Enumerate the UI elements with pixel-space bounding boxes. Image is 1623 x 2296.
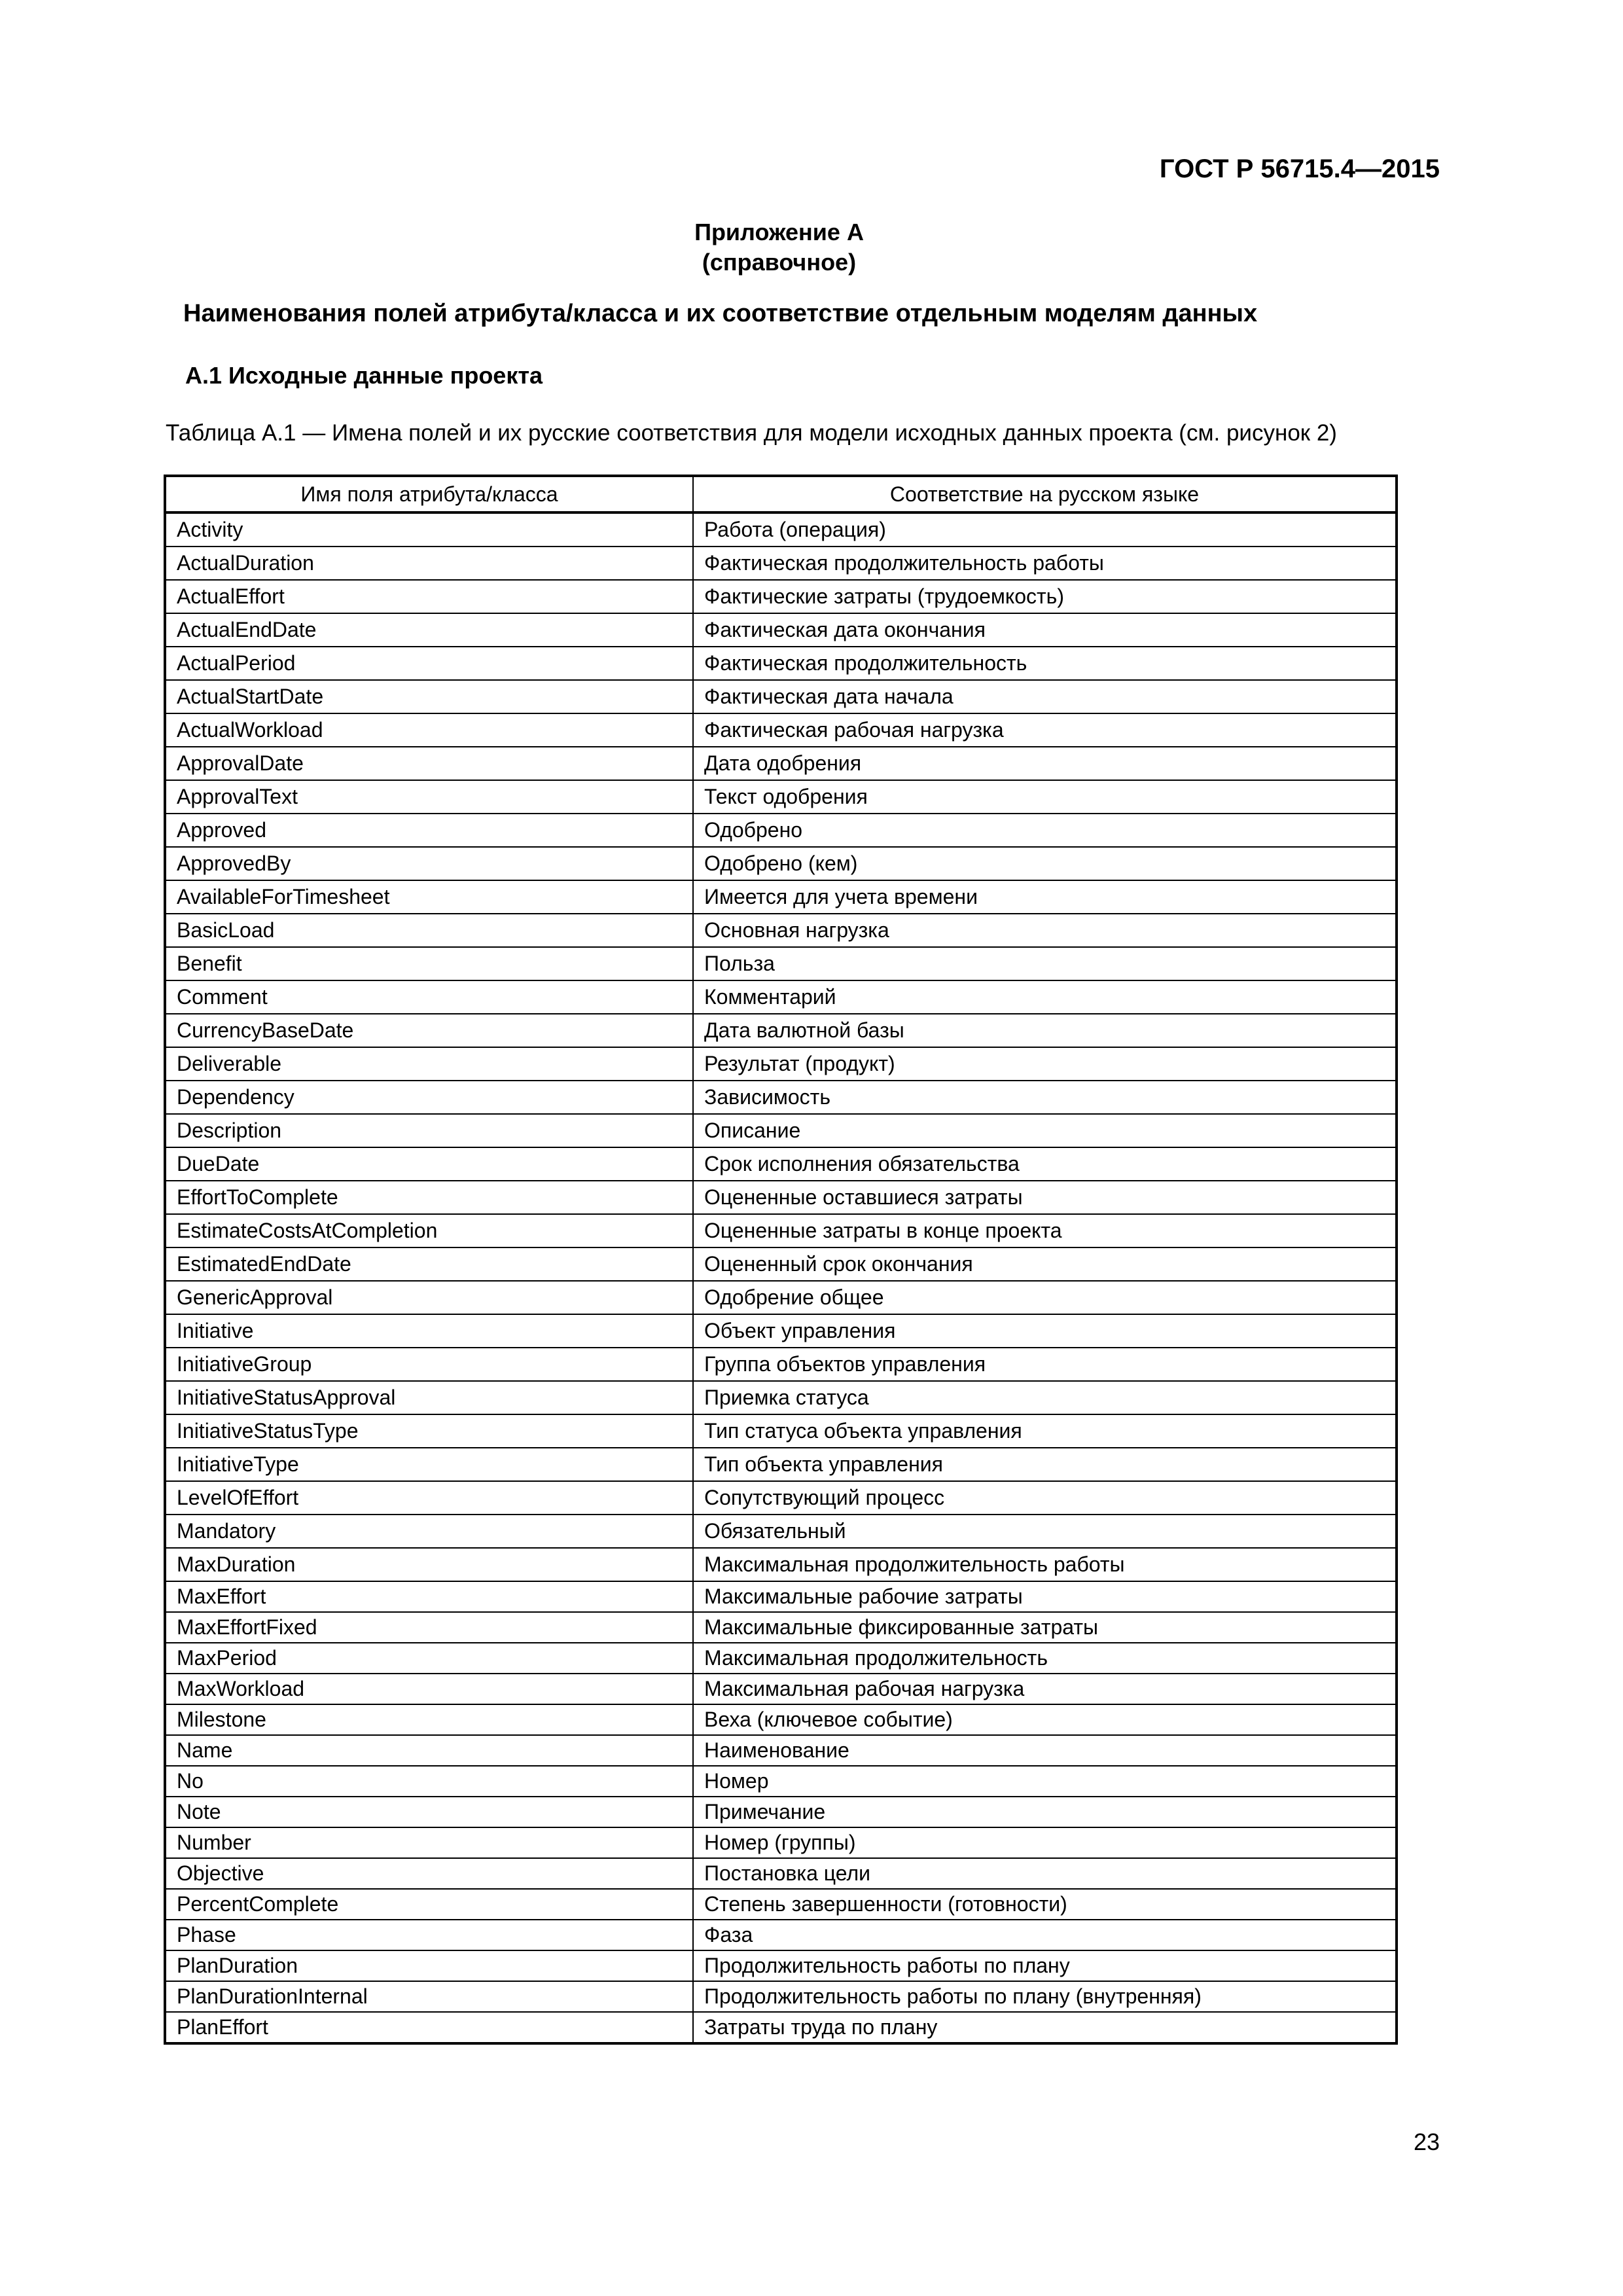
field-name-cell: PercentComplete xyxy=(165,1889,693,1920)
table-row xyxy=(165,1889,1397,1920)
field-name-cell: BasicLoad xyxy=(165,914,693,947)
field-name-cell: ActualDuration xyxy=(165,547,693,580)
field-name-cell: PlanDuration xyxy=(165,1950,693,1981)
table-row xyxy=(165,713,1397,747)
russian-equivalent-cell: Основная нагрузка xyxy=(693,914,1397,947)
table-row xyxy=(165,947,1397,980)
field-name-cell: Mandatory xyxy=(165,1515,693,1548)
field-name-cell: Milestone xyxy=(165,1704,693,1735)
russian-equivalent-cell: Срок исполнения обязательства xyxy=(693,1147,1397,1181)
field-name-cell: CurrencyBaseDate xyxy=(165,1014,693,1047)
field-name-cell: LevelOfEffort xyxy=(165,1481,693,1515)
section-title: А.1 Исходные данные проекта xyxy=(185,362,543,389)
field-name-cell: Benefit xyxy=(165,947,693,980)
field-name-cell: PlanEffort xyxy=(165,2012,693,2043)
russian-equivalent-cell: Тип объекта управления xyxy=(693,1448,1397,1481)
field-name-cell: InitiativeStatusApproval xyxy=(165,1381,693,1414)
field-name-cell: ActualEndDate xyxy=(165,613,693,647)
russian-equivalent-cell: Приемка статуса xyxy=(693,1381,1397,1414)
field-name-cell: AvailableForTimesheet xyxy=(165,880,693,914)
column-header-field-name: Имя поля атрибута/класса xyxy=(165,476,693,512)
field-name-cell: Note xyxy=(165,1797,693,1827)
table-row xyxy=(165,1147,1397,1181)
russian-equivalent-cell: Оцененный срок окончания xyxy=(693,1247,1397,1281)
russian-equivalent-cell: Оцененные оставшиеся затраты xyxy=(693,1181,1397,1214)
russian-equivalent-cell: Работа (операция) xyxy=(693,512,1397,547)
russian-equivalent-cell: Фактическая продолжительность работы xyxy=(693,547,1397,580)
table-row xyxy=(165,1920,1397,1950)
russian-equivalent-cell: Польза xyxy=(693,947,1397,980)
russian-equivalent-cell: Постановка цели xyxy=(693,1858,1397,1889)
field-name-cell: ApprovalText xyxy=(165,780,693,814)
table-row xyxy=(165,814,1397,847)
table-row xyxy=(165,747,1397,780)
table-row xyxy=(165,1612,1397,1643)
russian-equivalent-cell: Максимальная продолжительность работы xyxy=(693,1548,1397,1581)
field-name-cell: ActualWorkload xyxy=(165,713,693,747)
field-name-cell: MaxPeriod xyxy=(165,1643,693,1674)
russian-equivalent-cell: Результат (продукт) xyxy=(693,1047,1397,1081)
russian-equivalent-cell: Номер xyxy=(693,1766,1397,1797)
table-row xyxy=(165,1858,1397,1889)
table-row xyxy=(165,1314,1397,1348)
field-name-cell: InitiativeGroup xyxy=(165,1348,693,1381)
field-name-cell: ActualEffort xyxy=(165,580,693,613)
table-row xyxy=(165,1047,1397,1081)
field-name-cell: MaxEffort xyxy=(165,1581,693,1612)
table-row xyxy=(165,1214,1397,1247)
russian-equivalent-cell: Фактическая дата окончания xyxy=(693,613,1397,647)
annex-status: (справочное) xyxy=(702,249,857,276)
table-body xyxy=(165,512,1397,2043)
russian-equivalent-cell: Степень завершенности (готовности) xyxy=(693,1889,1397,1920)
field-name-cell: MaxEffortFixed xyxy=(165,1612,693,1643)
russian-equivalent-cell: Зависимость xyxy=(693,1081,1397,1114)
table-row xyxy=(165,547,1397,580)
russian-equivalent-cell: Веха (ключевое событие) xyxy=(693,1704,1397,1735)
field-name-cell: Phase xyxy=(165,1920,693,1950)
russian-equivalent-cell: Фактическая дата начала xyxy=(693,680,1397,713)
table-row xyxy=(165,2012,1397,2043)
table-row xyxy=(165,1950,1397,1981)
russian-equivalent-cell: Наименование xyxy=(693,1735,1397,1766)
field-name-cell: Approved xyxy=(165,814,693,847)
russian-equivalent-cell: Дата валютной базы xyxy=(693,1014,1397,1047)
field-name-cell: Dependency xyxy=(165,1081,693,1114)
russian-equivalent-cell: Имеется для учета времени xyxy=(693,880,1397,914)
field-name-cell: Activity xyxy=(165,512,693,547)
russian-equivalent-cell: Одобрено (кем) xyxy=(693,847,1397,880)
table-row xyxy=(165,647,1397,680)
annex-title: Приложение А xyxy=(694,219,864,245)
field-name-cell: EstimatedEndDate xyxy=(165,1247,693,1281)
table-row xyxy=(165,1515,1397,1548)
russian-equivalent-cell: Продолжительность работы по плану xyxy=(693,1950,1397,1981)
page-number: 23 xyxy=(1413,2128,1440,2155)
table-row xyxy=(165,1481,1397,1515)
russian-equivalent-cell: Дата одобрения xyxy=(693,747,1397,780)
field-name-cell: Deliverable xyxy=(165,1047,693,1081)
field-name-cell: InitiativeStatusType xyxy=(165,1414,693,1448)
russian-equivalent-cell: Объект управления xyxy=(693,1314,1397,1348)
table-caption: Таблица А.1 — Имена полей и их русские соответствия для модели исходных данных проекта (см. рисунок 2) xyxy=(166,420,1337,446)
table-row xyxy=(165,1581,1397,1612)
table-row xyxy=(165,1414,1397,1448)
field-name-cell: EffortToComplete xyxy=(165,1181,693,1214)
russian-equivalent-cell: Затраты труда по плану xyxy=(693,2012,1397,2043)
field-name-cell: ApprovalDate xyxy=(165,747,693,780)
table-header-row xyxy=(165,476,1397,512)
field-name-cell: Initiative xyxy=(165,1314,693,1348)
field-name-cell: ApprovedBy xyxy=(165,847,693,880)
table-row xyxy=(165,1014,1397,1047)
field-name-cell: Comment xyxy=(165,980,693,1014)
russian-equivalent-cell: Примечание xyxy=(693,1797,1397,1827)
russian-equivalent-cell: Одобрение общее xyxy=(693,1281,1397,1314)
table-row xyxy=(165,680,1397,713)
russian-equivalent-cell: Одобрено xyxy=(693,814,1397,847)
russian-equivalent-cell: Максимальная рабочая нагрузка xyxy=(693,1674,1397,1704)
russian-equivalent-cell: Сопутствующий процесс xyxy=(693,1481,1397,1515)
russian-equivalent-cell: Номер (группы) xyxy=(693,1827,1397,1858)
field-name-cell: Objective xyxy=(165,1858,693,1889)
field-name-cell: EstimateCostsAtCompletion xyxy=(165,1214,693,1247)
table-row xyxy=(165,613,1397,647)
table-row xyxy=(165,1766,1397,1797)
russian-equivalent-cell: Фаза xyxy=(693,1920,1397,1950)
table-row xyxy=(165,1797,1397,1827)
field-mapping-table xyxy=(164,475,1398,2045)
table-row xyxy=(165,1448,1397,1481)
field-name-cell: MaxDuration xyxy=(165,1548,693,1581)
table-row xyxy=(165,847,1397,880)
table-row xyxy=(165,1827,1397,1858)
table-row xyxy=(165,1704,1397,1735)
russian-equivalent-cell: Максимальные рабочие затраты xyxy=(693,1581,1397,1612)
table-row xyxy=(165,880,1397,914)
russian-equivalent-cell: Описание xyxy=(693,1114,1397,1147)
table-row xyxy=(165,1674,1397,1704)
table-row xyxy=(165,1247,1397,1281)
table-row xyxy=(165,1735,1397,1766)
field-name-cell: Description xyxy=(165,1114,693,1147)
russian-equivalent-cell: Максимальные фиксированные затраты xyxy=(693,1612,1397,1643)
table-row xyxy=(165,1081,1397,1114)
russian-equivalent-cell: Группа объектов управления xyxy=(693,1348,1397,1381)
annex-title-block xyxy=(0,217,1558,278)
table-row xyxy=(165,1643,1397,1674)
russian-equivalent-cell: Комментарий xyxy=(693,980,1397,1014)
field-name-cell: InitiativeType xyxy=(165,1448,693,1481)
table-row xyxy=(165,580,1397,613)
table-row xyxy=(165,780,1397,814)
column-header-russian: Соответствие на русском языке xyxy=(693,476,1397,512)
russian-equivalent-cell: Фактические затраты (трудоемкость) xyxy=(693,580,1397,613)
standard-code: ГОСТ Р 56715.4—2015 xyxy=(1159,154,1440,183)
field-name-cell: ActualPeriod xyxy=(165,647,693,680)
field-name-cell: Name xyxy=(165,1735,693,1766)
table-row xyxy=(165,1981,1397,2012)
table-row xyxy=(165,1114,1397,1147)
field-name-cell: GenericApproval xyxy=(165,1281,693,1314)
russian-equivalent-cell: Фактическая продолжительность xyxy=(693,647,1397,680)
table-row xyxy=(165,512,1397,547)
table-row xyxy=(165,1181,1397,1214)
russian-equivalent-cell: Тип статуса объекта управления xyxy=(693,1414,1397,1448)
field-name-cell: MaxWorkload xyxy=(165,1674,693,1704)
table-row xyxy=(165,1281,1397,1314)
field-name-cell: DueDate xyxy=(165,1147,693,1181)
table-row xyxy=(165,1348,1397,1381)
table-row xyxy=(165,1381,1397,1414)
russian-equivalent-cell: Фактическая рабочая нагрузка xyxy=(693,713,1397,747)
table-row xyxy=(165,980,1397,1014)
field-name-cell: ActualStartDate xyxy=(165,680,693,713)
russian-equivalent-cell: Оцененные затраты в конце проекта xyxy=(693,1214,1397,1247)
russian-equivalent-cell: Продолжительность работы по плану (внутренняя) xyxy=(693,1981,1397,2012)
field-name-cell: PlanDurationInternal xyxy=(165,1981,693,2012)
russian-equivalent-cell: Максимальная продолжительность xyxy=(693,1643,1397,1674)
field-name-cell: Number xyxy=(165,1827,693,1858)
field-name-cell: No xyxy=(165,1766,693,1797)
russian-equivalent-cell: Обязательный xyxy=(693,1515,1397,1548)
table-row xyxy=(165,914,1397,947)
document-heading: Наименования полей атрибута/класса и их соответствие отдельным моделям данных xyxy=(183,300,1258,327)
table-row xyxy=(165,1548,1397,1581)
russian-equivalent-cell: Текст одобрения xyxy=(693,780,1397,814)
